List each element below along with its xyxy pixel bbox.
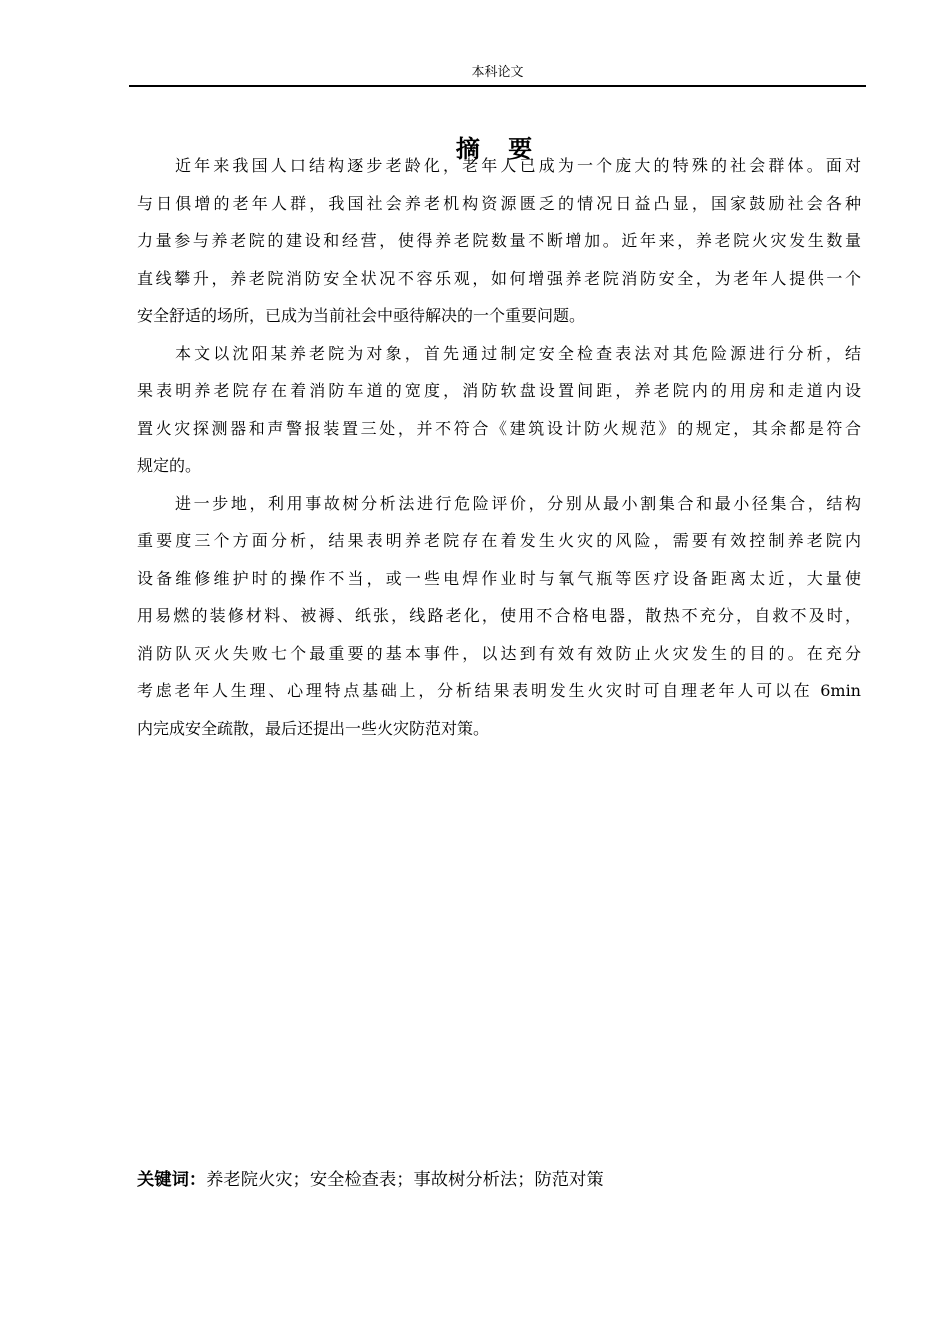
abstract-paragraph-2 — [137, 341, 861, 491]
abstract-body — [137, 153, 861, 753]
keywords-label: 关键词： — [137, 1170, 207, 1190]
paragraph-line: 安全舒适的场所，已成为当前社会中亟待解决的一个重要问题。 — [137, 306, 586, 325]
paragraph-line: 设备维修维护时的操作不当，或一些电焊作业时与氧气瓶等医疗设备距离太近，大量使 — [137, 568, 861, 588]
paragraph-line: 规定的。 — [137, 456, 202, 475]
paragraph-line: 近年来我国人口结构逐步老龄化，老年人已成为一个庞大的特殊的社会群体。面对 — [175, 156, 861, 175]
abstract-title: 摘 要 — [455, 135, 543, 163]
paragraph-line: 直线攀升，养老院消防安全状况不容乐观，如何增强养老院消防安全，为老年人提供一个 — [137, 268, 861, 288]
paragraph-line: 力量参与养老院的建设和经营，使得养老院数量不断增加。近年来，养老院火灾发生数量 — [137, 231, 861, 250]
running-header: 本科论文 — [471, 65, 524, 80]
paragraph-line: 与日俱增的老年人群，我国社会养老机构资源匮乏的情况日益凸显，国家鼓励社会各种 — [137, 193, 861, 213]
keywords — [137, 1163, 861, 1197]
paragraph-line: 消防队灭火失败七个最重要的基本事件，以达到有效有效防止火灾发生的目的。在充分 — [137, 643, 861, 663]
paragraph-line: 进一步地，利用事故树分析法进行危险评价，分别从最小割集合和最小径集合，结构 — [175, 493, 861, 513]
paragraph-line: 内完成安全疏散，最后还提出一些火灾防范对策。 — [137, 718, 490, 738]
paragraph-line: 本文以沈阳某养老院为对象，首先通过制定安全检查表法对其危险源进行分析，结 — [175, 343, 861, 363]
header-rule — [129, 85, 866, 87]
paragraph-line: 考虑老年人生理、心理特点基础上，分析结果表明发生火灾时可自理老年人可以在 6min — [137, 681, 861, 700]
paragraph-line: 置火灾探测器和声警报装置三处，并不符合《建筑设计防火规范》的规定，其余都是符合 — [137, 418, 861, 438]
paragraph-line: 重要度三个方面分析，结果表明养老院存在着发生火灾的风险，需要有效控制养老院内 — [137, 531, 861, 550]
abstract-paragraph-3 — [137, 491, 861, 754]
keywords-text: 养老院火灾；安全检查表；事故树分析法；防范对策 — [206, 1170, 604, 1190]
paragraph-line: 果表明养老院存在着消防车道的宽度，消防软盘设置间距，养老院内的用房和走道内设 — [137, 381, 861, 400]
paragraph-line: 用易燃的装修材料、被褥、纸张，线路老化，使用不合格电器，散热不充分，自救不及时， — [137, 606, 861, 625]
abstract-paragraph-1 — [137, 153, 861, 341]
